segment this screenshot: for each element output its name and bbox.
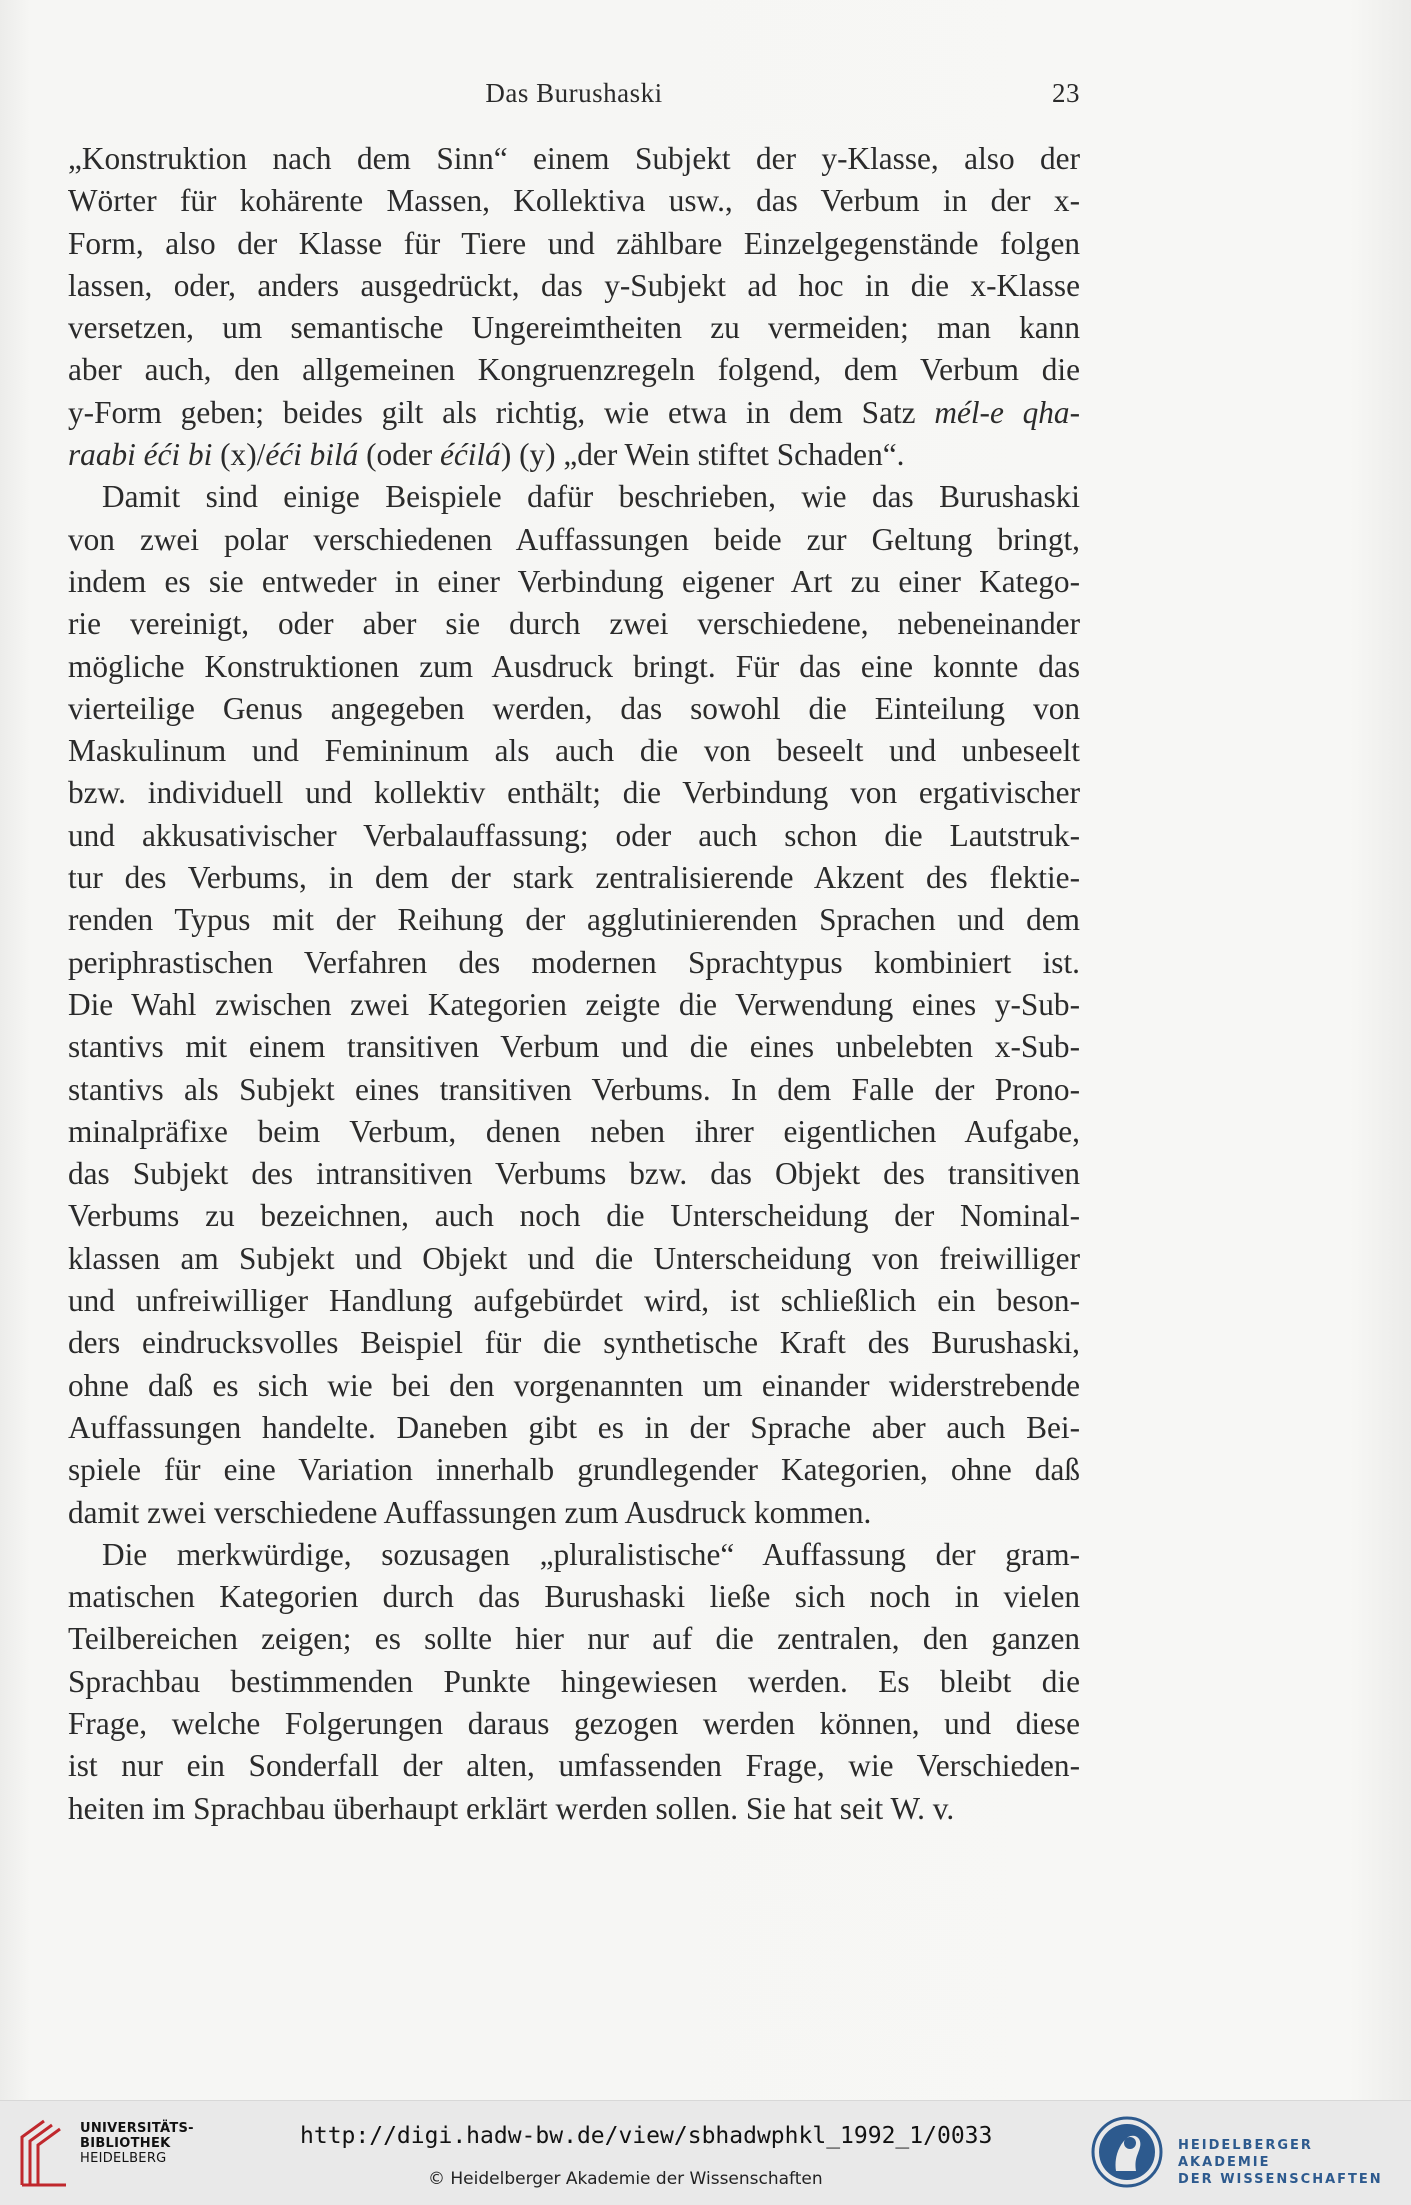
text-line: stantivs als Subjekt eines transitiven Verbums. In dem Falle der Prono- [68, 1071, 1080, 1107]
text-span: (oder [358, 437, 440, 473]
academy-name-line: HEIDELBERGER AKADEMIE [1178, 2138, 1313, 2170]
text-line: klassen am Subjekt und Objekt und die Unterscheidung von freiwilliger [68, 1240, 1080, 1276]
text-line [68, 392, 1080, 434]
text-line: damit zwei verschiedene Auffassungen zum Ausdruck kommen. [68, 1494, 872, 1530]
text-line: Damit sind einige Beispiele dafür beschrieben, wie das Burushaski [102, 479, 1080, 515]
copyright-notice: © Heidelberger Akademie der Wissenschaften [428, 2169, 823, 2189]
university-library-logo-icon [14, 2115, 74, 2191]
text-line: „Konstruktion nach dem Sinn“ einem Subjekt der y-Klasse, also der [68, 141, 1080, 176]
library-name-line: UNIVERSITÄTS- [80, 2121, 194, 2136]
text-line: ders eindrucksvolles Beispiel für die synthetische Kraft des Burushaski, [68, 1325, 1080, 1361]
text-line: das Subjekt des intransitiven Verbums bzw. das Objekt des transitiven [68, 1156, 1080, 1192]
text-line: heiten im Sprachbau überhaupt erklärt werden sollen. Sie hat seit W. v. [68, 1790, 955, 1826]
text-line: stantivs mit einem transitiven Verbum und die eines unbelebten x-Sub- [68, 1029, 1080, 1065]
text-span: (x)/ [212, 437, 266, 473]
italic-term: éćilá [440, 437, 501, 473]
text-line: und unfreiwilliger Handlung aufgebürdet wird, ist schließlich ein beson- [68, 1283, 1080, 1319]
text-line: tur des Verbums, in dem der stark zentralisierende Akzent des flektie- [68, 860, 1080, 896]
permalink-url[interactable]: http://digi.hadw-bw.de/view/sbhadwphkl_1992_1/0033 [300, 2123, 993, 2149]
digitization-footer [0, 2100, 1411, 2205]
text-span: y-Form geben; beides gilt als richtig, wie etwa in dem Satz [68, 394, 935, 430]
text-line: Die merkwürdige, sozusagen „pluralistische“ Auffassung der gram- [102, 1536, 1080, 1572]
paragraph-1 [68, 138, 1080, 476]
text-line: Maskulinum und Femininum als auch die von beseelt und unbeseelt [68, 733, 1080, 769]
text-line: aber auch, den allgemeinen Kongruenzregeln folgend, dem Verbum die [68, 352, 1080, 388]
text-line: renden Typus mit der Reihung der agglutinierenden Sprachen und dem [68, 902, 1080, 938]
text-line: Wörter für kohärente Massen, Kollektiva usw., das Verbum in der x- [68, 183, 1080, 219]
text-line: ohne daß es sich wie bei den vorgenannten um einander widerstrebende [68, 1367, 1080, 1403]
academy-name [1178, 2137, 1411, 2188]
running-head [68, 78, 1080, 112]
paragraph-2 [68, 476, 1080, 1533]
text-line: bzw. individuell und kollektiv enthält; die Verbindung von ergativischer [68, 775, 1080, 811]
text-line: Sprachbau bestimmenden Punkte hingewiesen werden. Es bleibt die [68, 1663, 1080, 1699]
text-line: mögliche Konstruktionen zum Ausdruck bringt. Für das eine konnte das [68, 648, 1080, 684]
text-line: Frage, welche Folgerungen daraus gezogen werden können, und diese [68, 1705, 1080, 1741]
text-line: minalpräfixe beim Verbum, denen neben ihrer eigentlichen Aufgabe, [68, 1113, 1080, 1149]
text-line [68, 434, 1080, 476]
library-name-line: HEIDELBERG [80, 2151, 167, 2166]
text-line: matischen Kategorien durch das Burushaski ließe sich noch in vielen [68, 1579, 1080, 1615]
text-line: von zwei polar verschiedenen Auffassungen beide zur Geltung bringt, [68, 521, 1080, 557]
text-line: Teilbereichen zeigen; es sollte hier nur auf die zentralen, den ganzen [68, 1621, 1080, 1657]
text-line: Verbums zu bezeichnen, auch noch die Unterscheidung der Nominal- [68, 1198, 1080, 1234]
text-line: vierteilige Genus angegeben werden, das sowohl die Einteilung von [68, 690, 1080, 726]
text-line: spiele für eine Variation innerhalb grundlegender Kategorien, ohne daß [68, 1452, 1080, 1488]
text-line: indem es sie entweder in einer Verbindung eigener Art zu einer Katego- [68, 563, 1080, 599]
text-line: ist nur ein Sonderfall der alten, umfassenden Frage, wie Verschieden- [68, 1748, 1080, 1784]
academy-name-line: DER WISSENSCHAFTEN [1178, 2172, 1383, 2187]
text-span: ) (y) „der Wein stiftet Schaden“. [500, 437, 905, 473]
text-line: rie vereinigt, oder aber sie durch zwei verschiedene, nebeneinander [68, 606, 1080, 642]
text-line: lassen, oder, anders ausgedrückt, das y-Subjekt ad hoc in die x-Klasse [68, 267, 1080, 303]
italic-term: raabi éći bi [68, 437, 213, 473]
italic-term: mél-e qha- [934, 394, 1081, 430]
page-number: 23 [1052, 78, 1080, 108]
academy-emblem-icon [1090, 2115, 1164, 2189]
library-name-line: BIBLIOTHEK [80, 2136, 171, 2151]
text-line: Auffassungen handelte. Daneben gibt es in der Sprache aber auch Bei- [68, 1409, 1080, 1445]
text-line: und akkusativischer Verbalauffassung; oder auch schon die Lautstruk- [68, 817, 1080, 853]
text-line: Form, also der Klasse für Tiere und zählbare Einzelgegenstände folgen [68, 225, 1080, 261]
text-line: Die Wahl zwischen zwei Kategorien zeigte die Verwendung eines y-Sub- [68, 986, 1080, 1022]
italic-term: éći bilá [265, 437, 359, 473]
text-line: versetzen, um semantische Ungereimtheiten zu vermeiden; man kann [68, 310, 1080, 346]
paragraph-3 [68, 1534, 1080, 1830]
body-text [68, 138, 1080, 1830]
running-title: Das Burushaski [485, 78, 663, 108]
university-library-name [80, 2121, 194, 2166]
text-line: periphrastischen Verfahren des modernen Sprachtypus kombiniert ist. [68, 944, 1080, 980]
